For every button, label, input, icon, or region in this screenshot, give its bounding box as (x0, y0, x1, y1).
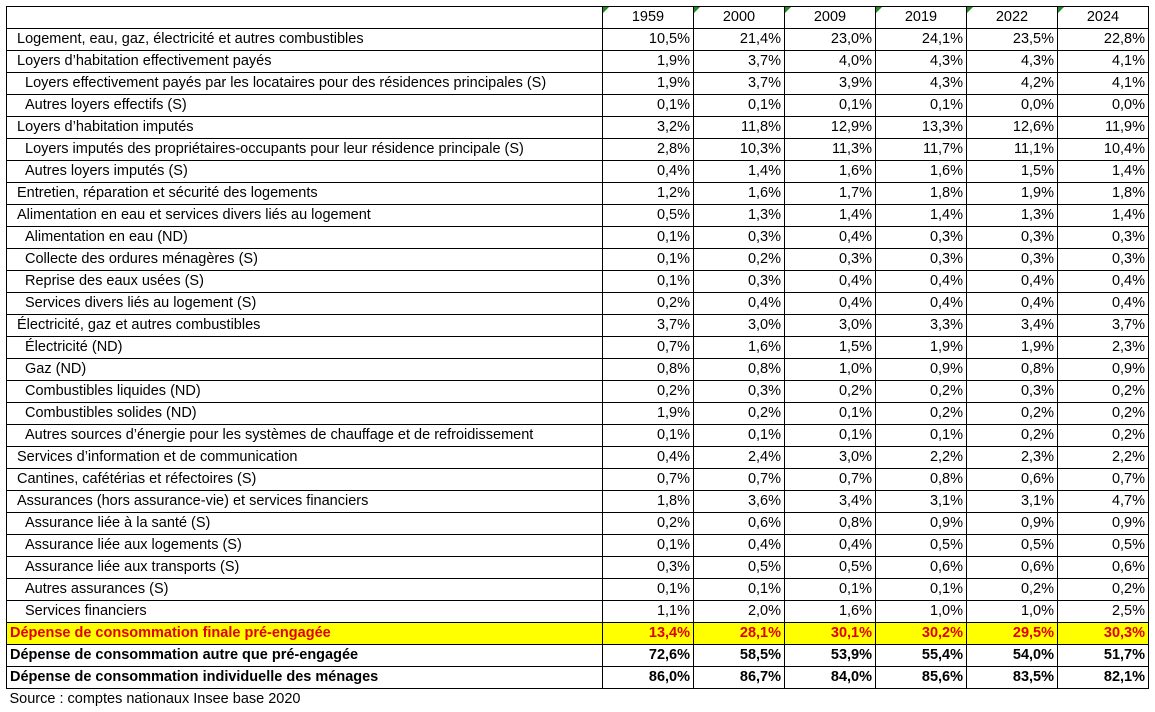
value-cell[interactable]: 1,6% (785, 161, 876, 183)
table-row (7, 271, 1149, 293)
value-cell[interactable]: 23,0% (785, 29, 876, 51)
table-row (7, 359, 1149, 381)
value-cell[interactable]: 0,5% (967, 535, 1058, 557)
value-cell[interactable]: 4,1% (1058, 51, 1149, 73)
value-cell[interactable]: 0,8% (876, 469, 967, 491)
table-row (7, 315, 1149, 337)
table-row (7, 139, 1149, 161)
value-cell[interactable]: 11,7% (876, 139, 967, 161)
total-value-cell[interactable]: 30,3% (1058, 623, 1149, 645)
value-cell[interactable]: 1,0% (967, 601, 1058, 623)
value-cell[interactable]: 10,4% (1058, 139, 1149, 161)
row-label[interactable]: Combustibles solides (ND) (7, 403, 603, 425)
value-cell[interactable]: 1,5% (785, 337, 876, 359)
row-label[interactable]: Autres loyers effectifs (S) (7, 95, 603, 117)
value-cell[interactable]: 1,4% (1058, 161, 1149, 183)
value-cell[interactable]: 0,3% (694, 271, 785, 293)
value-cell[interactable]: 23,5% (967, 29, 1058, 51)
value-cell[interactable]: 0,8% (694, 359, 785, 381)
total-value-cell[interactable]: 85,6% (876, 667, 967, 689)
value-cell[interactable]: 0,4% (785, 271, 876, 293)
value-cell[interactable]: 0,1% (694, 95, 785, 117)
total-value-cell[interactable]: 84,0% (785, 667, 876, 689)
value-cell[interactable]: 0,9% (1058, 513, 1149, 535)
table-row (7, 293, 1149, 315)
total-value-cell[interactable]: 58,5% (694, 645, 785, 667)
value-cell[interactable]: 1,2% (603, 183, 694, 205)
value-cell[interactable]: 2,3% (967, 447, 1058, 469)
value-cell[interactable]: 0,1% (603, 579, 694, 601)
value-cell[interactable]: 1,5% (967, 161, 1058, 183)
table-row (7, 73, 1149, 95)
value-cell[interactable]: 1,6% (785, 601, 876, 623)
row-label[interactable]: Services d’information et de communication (7, 447, 603, 469)
value-cell[interactable]: 0,1% (603, 249, 694, 271)
value-cell[interactable]: 1,8% (603, 491, 694, 513)
value-cell[interactable]: 0,3% (967, 227, 1058, 249)
value-cell[interactable]: 3,7% (694, 73, 785, 95)
value-cell[interactable]: 1,6% (876, 161, 967, 183)
value-cell[interactable]: 1,9% (603, 403, 694, 425)
total-value-cell[interactable]: 51,7% (1058, 645, 1149, 667)
total-label[interactable]: Dépense de consommation autre que pré-engagée (7, 645, 603, 667)
value-cell[interactable]: 0,5% (694, 557, 785, 579)
value-cell[interactable]: 1,3% (967, 205, 1058, 227)
value-cell[interactable]: 0,5% (785, 557, 876, 579)
value-cell[interactable]: 13,3% (876, 117, 967, 139)
value-cell[interactable]: 2,2% (876, 447, 967, 469)
value-cell[interactable]: 0,2% (1058, 381, 1149, 403)
source-row (7, 689, 1149, 711)
value-cell[interactable]: 0,1% (876, 95, 967, 117)
total-value-cell[interactable]: 55,4% (876, 645, 967, 667)
row-label[interactable]: Reprise des eaux usées (S) (7, 271, 603, 293)
value-cell[interactable]: 3,0% (694, 315, 785, 337)
value-cell[interactable]: 0,2% (1058, 579, 1149, 601)
value-cell[interactable]: 1,4% (785, 205, 876, 227)
value-cell[interactable]: 3,4% (967, 315, 1058, 337)
value-cell[interactable]: 0,4% (785, 535, 876, 557)
value-cell[interactable]: 1,9% (603, 51, 694, 73)
total-value-cell[interactable]: 29,5% (967, 623, 1058, 645)
row-label[interactable]: Logement, eau, gaz, électricité et autres combustibles (7, 29, 603, 51)
value-cell[interactable]: 0,7% (603, 469, 694, 491)
table-row (7, 601, 1149, 623)
table-row (7, 249, 1149, 271)
row-label[interactable]: Assurance liée aux logements (S) (7, 535, 603, 557)
value-cell[interactable]: 1,1% (603, 601, 694, 623)
value-cell[interactable]: 3,7% (603, 315, 694, 337)
value-cell[interactable]: 0,6% (967, 557, 1058, 579)
value-cell[interactable]: 0,1% (603, 95, 694, 117)
value-cell[interactable]: 1,8% (876, 183, 967, 205)
row-label[interactable]: Assurance liée aux transports (S) (7, 557, 603, 579)
row-label[interactable]: Autres loyers imputés (S) (7, 161, 603, 183)
value-cell[interactable]: 1,0% (785, 359, 876, 381)
value-cell[interactable]: 4,3% (876, 73, 967, 95)
value-cell[interactable]: 0,1% (603, 425, 694, 447)
total-row (7, 645, 1149, 667)
value-cell[interactable]: 4,2% (967, 73, 1058, 95)
value-cell[interactable]: 0,2% (603, 381, 694, 403)
source-note[interactable]: Source : comptes nationaux Insee base 2020 (9, 691, 301, 707)
value-cell[interactable]: 2,3% (1058, 337, 1149, 359)
value-cell[interactable]: 0,2% (785, 381, 876, 403)
table-row (7, 51, 1149, 73)
table-row (7, 161, 1149, 183)
table-row (7, 205, 1149, 227)
year-header-2009[interactable]: 2009 (785, 7, 876, 29)
row-label[interactable]: Loyers imputés des propriétaires-occupants pour leur résidence principale (S) (7, 139, 603, 161)
row-label[interactable]: Assurance liée à la santé (S) (7, 513, 603, 535)
value-cell[interactable]: 0,4% (876, 271, 967, 293)
value-cell[interactable]: 0,4% (967, 293, 1058, 315)
table-row (7, 227, 1149, 249)
value-cell[interactable]: 0,4% (785, 227, 876, 249)
year-header-1959[interactable]: 1959 (603, 7, 694, 29)
value-cell[interactable]: 2,5% (1058, 601, 1149, 623)
value-cell[interactable]: 1,4% (694, 161, 785, 183)
value-cell[interactable]: 0,4% (785, 293, 876, 315)
value-cell[interactable]: 0,0% (1058, 95, 1149, 117)
table-row (7, 579, 1149, 601)
row-label[interactable]: Assurances (hors assurance-vie) et services financiers (7, 491, 603, 513)
total-value-cell[interactable]: 82,1% (1058, 667, 1149, 689)
value-cell[interactable]: 0,2% (876, 381, 967, 403)
value-cell[interactable]: 11,9% (1058, 117, 1149, 139)
value-cell[interactable]: 2,8% (603, 139, 694, 161)
value-cell[interactable]: 4,0% (785, 51, 876, 73)
value-cell[interactable]: 3,2% (603, 117, 694, 139)
value-cell[interactable]: 1,7% (785, 183, 876, 205)
value-cell[interactable]: 10,5% (603, 29, 694, 51)
value-cell[interactable]: 2,2% (1058, 447, 1149, 469)
row-label[interactable]: Collecte des ordures ménagères (S) (7, 249, 603, 271)
value-cell[interactable]: 3,0% (785, 447, 876, 469)
row-label[interactable]: Électricité, gaz et autres combustibles (7, 315, 603, 337)
value-cell[interactable]: 0,1% (785, 579, 876, 601)
value-cell[interactable]: 0,4% (967, 271, 1058, 293)
header-row (7, 7, 1149, 29)
total-row (7, 623, 1149, 645)
value-cell[interactable]: 3,1% (967, 491, 1058, 513)
value-cell[interactable]: 0,3% (1058, 249, 1149, 271)
row-label[interactable]: Services divers liés au logement (S) (7, 293, 603, 315)
table-row (7, 117, 1149, 139)
row-label[interactable]: Loyers effectivement payés par les locataires pour des résidences principales (S) (7, 73, 603, 95)
value-cell[interactable]: 0,4% (876, 293, 967, 315)
value-cell[interactable]: 0,2% (876, 403, 967, 425)
value-cell[interactable]: 0,9% (876, 513, 967, 535)
table-row (7, 557, 1149, 579)
value-cell[interactable]: 0,2% (1058, 425, 1149, 447)
value-cell[interactable]: 0,5% (876, 535, 967, 557)
table-row (7, 29, 1149, 51)
table-row (7, 403, 1149, 425)
table-row (7, 447, 1149, 469)
value-cell[interactable]: 0,4% (603, 447, 694, 469)
row-label[interactable]: Autres sources d’énergie pour les systèmes de chauffage et de refroidissement (7, 425, 603, 447)
value-cell[interactable]: 0,7% (785, 469, 876, 491)
value-cell[interactable]: 0,3% (1058, 227, 1149, 249)
row-label[interactable]: Entretien, réparation et sécurité des logements (7, 183, 603, 205)
table-row (7, 337, 1149, 359)
value-cell[interactable]: 3,7% (1058, 315, 1149, 337)
row-label[interactable]: Électricité (ND) (7, 337, 603, 359)
value-cell[interactable]: 0,1% (785, 95, 876, 117)
table-row (7, 535, 1149, 557)
value-cell[interactable]: 0,7% (1058, 469, 1149, 491)
total-value-cell[interactable]: 30,2% (876, 623, 967, 645)
value-cell[interactable]: 0,7% (694, 469, 785, 491)
value-cell[interactable]: 0,3% (603, 557, 694, 579)
value-cell[interactable]: 1,0% (876, 601, 967, 623)
row-label[interactable]: Services financiers (7, 601, 603, 623)
value-cell[interactable]: 0,2% (603, 513, 694, 535)
value-cell[interactable]: 0,3% (967, 381, 1058, 403)
year-header-2019[interactable]: 2019 (876, 7, 967, 29)
year-header-2000[interactable]: 2000 (694, 7, 785, 29)
value-cell[interactable]: 22,8% (1058, 29, 1149, 51)
value-cell[interactable]: 0,8% (603, 359, 694, 381)
total-label[interactable]: Dépense de consommation individuelle des ménages (7, 667, 603, 689)
value-cell[interactable]: 1,4% (876, 205, 967, 227)
value-cell[interactable]: 0,1% (876, 579, 967, 601)
total-row (7, 667, 1149, 689)
value-cell[interactable]: 0,9% (967, 513, 1058, 535)
value-cell[interactable]: 0,3% (785, 249, 876, 271)
table-row (7, 95, 1149, 117)
value-cell[interactable]: 3,3% (876, 315, 967, 337)
value-cell[interactable]: 0,9% (1058, 359, 1149, 381)
table-row (7, 183, 1149, 205)
value-cell[interactable]: 3,1% (876, 491, 967, 513)
value-cell[interactable]: 0,6% (967, 469, 1058, 491)
value-cell[interactable]: 4,7% (1058, 491, 1149, 513)
value-cell[interactable]: 0,7% (603, 337, 694, 359)
value-cell[interactable]: 12,9% (785, 117, 876, 139)
value-cell[interactable]: 0,6% (694, 513, 785, 535)
value-cell[interactable]: 0,1% (603, 271, 694, 293)
total-value-cell[interactable]: 53,9% (785, 645, 876, 667)
table-row (7, 513, 1149, 535)
value-cell[interactable]: 12,6% (967, 117, 1058, 139)
value-cell[interactable]: 0,2% (603, 293, 694, 315)
value-cell[interactable]: 0,2% (694, 249, 785, 271)
row-label[interactable]: Alimentation en eau (ND) (7, 227, 603, 249)
value-cell[interactable]: 10,3% (694, 139, 785, 161)
value-cell[interactable]: 0,6% (1058, 557, 1149, 579)
total-value-cell[interactable]: 30,1% (785, 623, 876, 645)
row-label[interactable]: Loyers d’habitation effectivement payés (7, 51, 603, 73)
row-label[interactable]: Alimentation en eau et services divers liés au logement (7, 205, 603, 227)
value-cell[interactable]: 1,3% (694, 205, 785, 227)
value-cell[interactable]: 3,7% (694, 51, 785, 73)
value-cell[interactable]: 0,0% (967, 95, 1058, 117)
value-cell[interactable]: 0,5% (603, 205, 694, 227)
total-value-cell[interactable]: 86,7% (694, 667, 785, 689)
value-cell[interactable]: 1,9% (876, 337, 967, 359)
value-cell[interactable]: 0,9% (876, 359, 967, 381)
value-cell[interactable]: 0,4% (603, 161, 694, 183)
value-cell[interactable]: 0,1% (785, 403, 876, 425)
header-blank-cell[interactable] (7, 7, 603, 29)
total-value-cell[interactable]: 86,0% (603, 667, 694, 689)
year-header-2022[interactable]: 2022 (967, 7, 1058, 29)
value-cell[interactable]: 3,6% (694, 491, 785, 513)
row-label[interactable]: Loyers d’habitation imputés (7, 117, 603, 139)
total-value-cell[interactable]: 28,1% (694, 623, 785, 645)
value-cell[interactable]: 0,3% (967, 249, 1058, 271)
value-cell[interactable]: 1,4% (1058, 205, 1149, 227)
value-cell[interactable]: 1,9% (967, 183, 1058, 205)
value-cell[interactable]: 0,1% (876, 425, 967, 447)
value-cell[interactable]: 0,8% (967, 359, 1058, 381)
table-row (7, 491, 1149, 513)
value-cell[interactable]: 0,2% (967, 425, 1058, 447)
value-cell[interactable]: 0,8% (785, 513, 876, 535)
value-cell[interactable]: 11,8% (694, 117, 785, 139)
value-cell[interactable]: 21,4% (694, 29, 785, 51)
value-cell[interactable]: 1,9% (967, 337, 1058, 359)
row-label[interactable]: Gaz (ND) (7, 359, 603, 381)
table-row (7, 425, 1149, 447)
value-cell[interactable]: 0,3% (694, 381, 785, 403)
value-cell[interactable]: 0,6% (876, 557, 967, 579)
row-label[interactable]: Combustibles liquides (ND) (7, 381, 603, 403)
value-cell[interactable]: 0,4% (1058, 271, 1149, 293)
value-cell[interactable]: 0,4% (694, 535, 785, 557)
value-cell[interactable]: 2,4% (694, 447, 785, 469)
value-cell[interactable]: 0,1% (603, 227, 694, 249)
value-cell[interactable]: 0,1% (694, 425, 785, 447)
value-cell[interactable]: 11,1% (967, 139, 1058, 161)
value-cell[interactable]: 0,3% (876, 227, 967, 249)
value-cell[interactable]: 0,1% (694, 579, 785, 601)
value-cell[interactable]: 3,0% (785, 315, 876, 337)
value-cell[interactable]: 24,1% (876, 29, 967, 51)
table-row (7, 469, 1149, 491)
total-value-cell[interactable]: 83,5% (967, 667, 1058, 689)
value-cell[interactable]: 0,2% (967, 579, 1058, 601)
value-cell[interactable]: 4,3% (876, 51, 967, 73)
value-cell[interactable]: 0,3% (876, 249, 967, 271)
value-cell[interactable]: 3,4% (785, 491, 876, 513)
value-cell[interactable]: 0,4% (694, 293, 785, 315)
value-cell[interactable]: 1,6% (694, 337, 785, 359)
row-label[interactable]: Cantines, cafétérias et réfectoires (S) (7, 469, 603, 491)
value-cell[interactable]: 0,3% (694, 227, 785, 249)
total-value-cell[interactable]: 13,4% (603, 623, 694, 645)
value-cell[interactable]: 1,9% (603, 73, 694, 95)
total-value-cell[interactable]: 72,6% (603, 645, 694, 667)
value-cell[interactable]: 4,1% (1058, 73, 1149, 95)
value-cell[interactable]: 1,8% (1058, 183, 1149, 205)
value-cell[interactable]: 0,1% (785, 425, 876, 447)
value-cell[interactable]: 0,1% (603, 535, 694, 557)
table-row (7, 381, 1149, 403)
value-cell[interactable]: 11,3% (785, 139, 876, 161)
value-cell[interactable]: 4,3% (967, 51, 1058, 73)
value-cell[interactable]: 1,6% (694, 183, 785, 205)
value-cell[interactable]: 0,2% (1058, 403, 1149, 425)
value-cell[interactable]: 0,2% (967, 403, 1058, 425)
total-label[interactable]: Dépense de consommation finale pré-engagée (7, 623, 603, 645)
data-table (6, 6, 1149, 710)
value-cell[interactable]: 3,9% (785, 73, 876, 95)
value-cell[interactable]: 0,4% (1058, 293, 1149, 315)
value-cell[interactable]: 0,5% (1058, 535, 1149, 557)
value-cell[interactable]: 2,0% (694, 601, 785, 623)
value-cell[interactable]: 0,2% (694, 403, 785, 425)
row-label[interactable]: Autres assurances (S) (7, 579, 603, 601)
year-header-2024[interactable]: 2024 (1058, 7, 1149, 29)
total-value-cell[interactable]: 54,0% (967, 645, 1058, 667)
